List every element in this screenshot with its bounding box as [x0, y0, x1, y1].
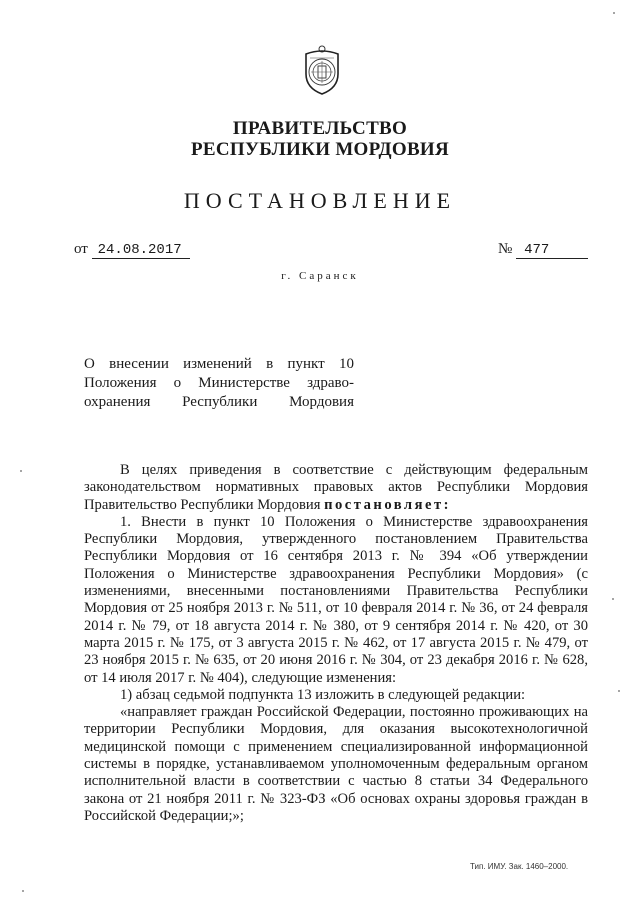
date-field [74, 241, 190, 258]
number-value: 477 [516, 242, 588, 259]
date-value: 24.08.2017 [92, 242, 190, 259]
subject-line: О внесении изменений в пункт 10 [84, 356, 354, 372]
government-title-line2: РЕСПУБЛИКИ МОРДОВИЯ [190, 139, 450, 160]
number-field [498, 241, 588, 259]
subject-line: охранения Республики Мордовия [84, 394, 354, 410]
number-prefix: № [498, 241, 513, 257]
resolves-word: постановляет: [324, 496, 452, 513]
document-type: ПОСТАНОВЛЕНИЕ [183, 188, 457, 213]
item-1: 1. Внести в пункт 10 Положения о Министерстве здравоохранения Республики Мордовия, утвержденного постановлением Правительства Республики Мордовия от 16 сентября 2013 г. № 394 «Об утверждении Положения о Министерстве здравоохранения Республики Мордовия» (с изменениями, внесенными постановлениями Правительства Республики Мордовия от 25 ноября 2013 г. № 511, от 10 февраля 2014 г. № 36, от 24 февраля 2014 г. № 79, от 18 августа 2014 г. № 380, от 9 сентября 2014 г. № 420, от 30 марта 2015 г. № 175, от 3 августа 2015 г. № 462, от 17 августа 2015 г. № 479, от 23 ноября 2015 г. № 635, от 20 июня 2016 г. № 304, от 23 декабря 2016 г. № 628, от 14 июля 2017 г. № 404), следующие изменения: [84, 513, 588, 686]
subject-line: Положения о Министерстве здраво- [84, 375, 354, 391]
city: г. Саранск [281, 270, 359, 282]
document-body [84, 462, 588, 825]
intro-paragraph [84, 462, 588, 514]
coat-of-arms-icon [300, 44, 344, 96]
government-title-line1: ПРАВИТЕЛЬСТВО [232, 118, 408, 139]
intro-text: В целях приведения в соответствие с действующим федеральным законодательством нормативных правовых актов Республики Мордовия Правительство Республики Мордовия [84, 462, 588, 513]
date-prefix: от [74, 241, 88, 257]
subitem-1: 1) абзац седьмой подпункта 13 изложить в следующей редакции: [120, 686, 526, 703]
quoted-text: «направляет граждан Российской Федерации, постоянно проживающих на территории Республики Мордовия, для оказания высокотехнологичной медицинской помощи с применением специализированной информационной системы в порядке, устанавливаемом уполномоченным федеральным органом исполнительной власти в соответствии с частью 8 статьи 34 Федерального закона от 21 ноября 2011 г. № 323-ФЗ «Об основах охраны здоровья граждан в Российской Федерации;»; [84, 704, 588, 824]
subject-block [84, 355, 354, 412]
print-mark: Тип. ИМУ. Зак. 1460–2000. [470, 862, 569, 871]
